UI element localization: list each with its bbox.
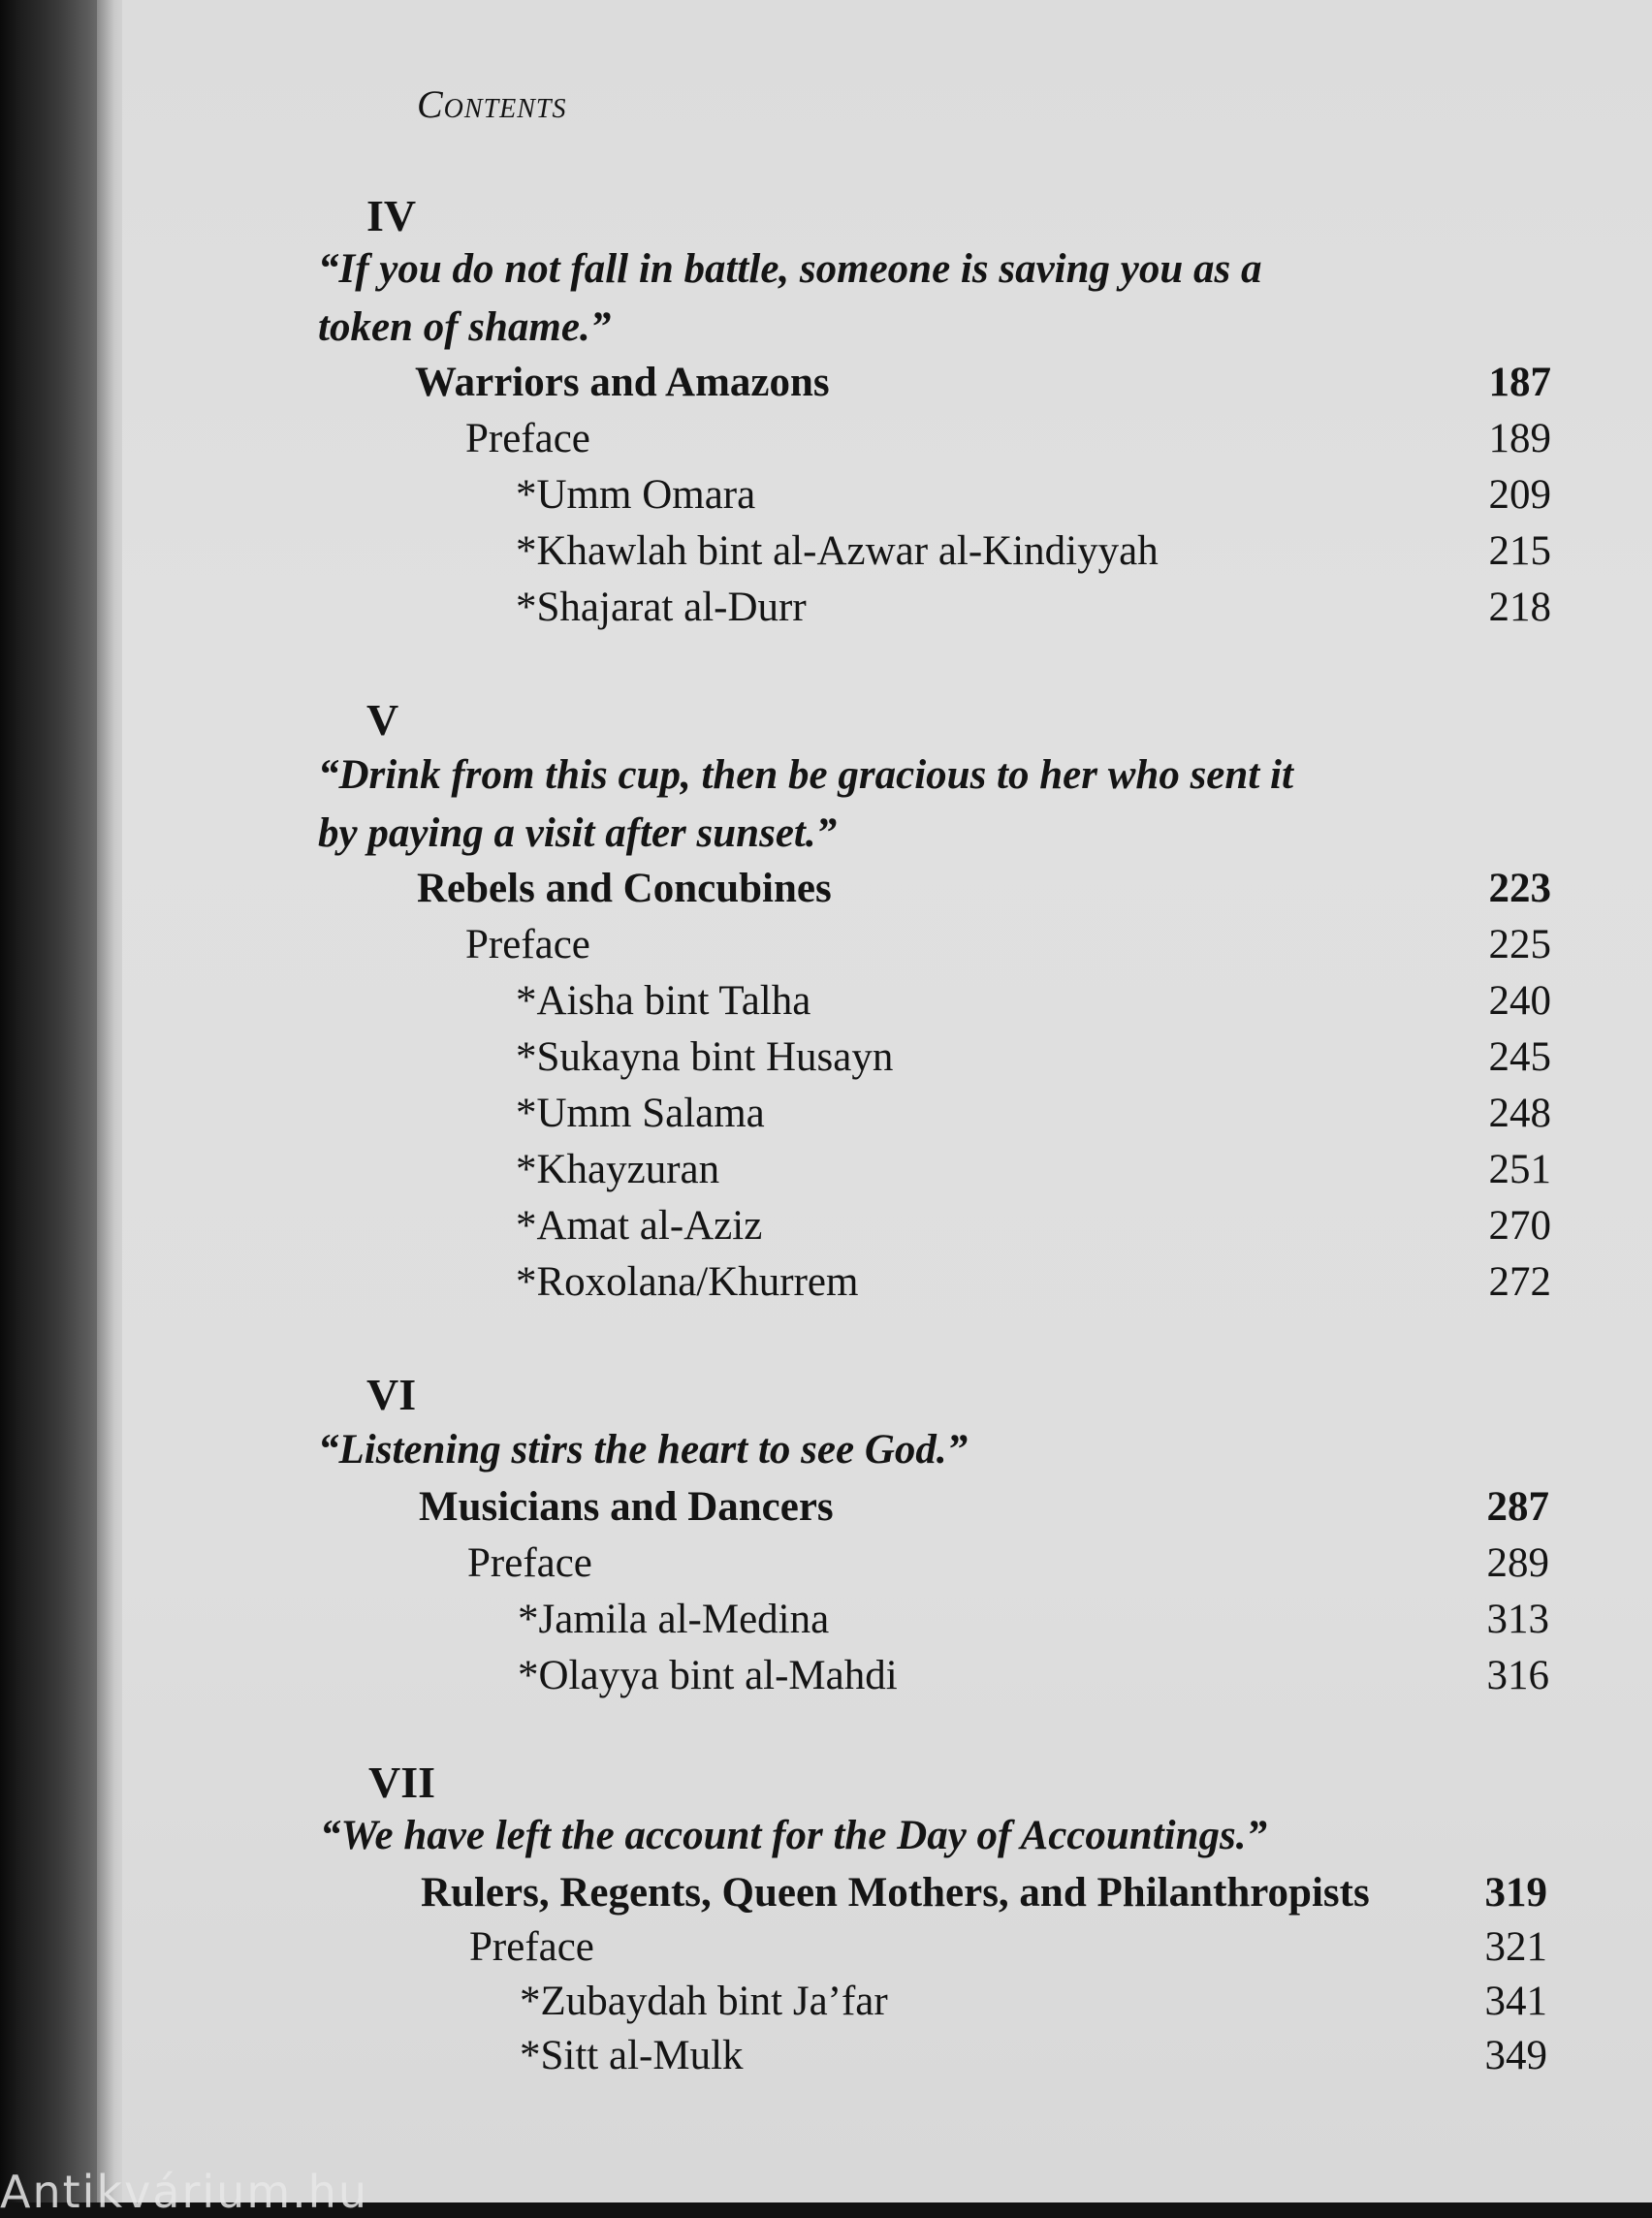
section-epigraph — [318, 240, 1433, 357]
part-title: Warriors and Amazons — [415, 359, 830, 406]
toc-page-number: 251 — [1435, 1146, 1551, 1193]
toc-entry: *Khayzuran — [516, 1146, 719, 1193]
part-title: Musicians and Dancers — [419, 1483, 834, 1531]
epigraph-line: “If you do not fall in battle, someone is saving you as a — [318, 240, 1433, 299]
section-numeral: V — [366, 694, 398, 745]
toc-page-number: 218 — [1435, 584, 1551, 631]
toc-entry: *Sukayna bint Husayn — [516, 1033, 893, 1081]
toc-page-number: 272 — [1435, 1258, 1551, 1306]
epigraph-line: by paying a visit after sunset.” — [318, 805, 1433, 863]
toc-entry: *Umm Salama — [516, 1090, 765, 1137]
preface-page-number: 189 — [1435, 415, 1551, 462]
toc-page-number: 209 — [1435, 471, 1551, 519]
toc-entry: *Amat al-Aziz — [516, 1202, 762, 1250]
preface-entry: Preface — [465, 921, 590, 968]
toc-entry: *Zubaydah bint Ja’far — [520, 1978, 888, 2025]
preface-page-number: 321 — [1431, 1923, 1547, 1971]
preface-entry: Preface — [465, 415, 590, 462]
toc-page-number: 313 — [1433, 1596, 1549, 1643]
section-numeral: VII — [368, 1757, 435, 1808]
part-page-number: 223 — [1435, 865, 1551, 912]
section-epigraph — [320, 1807, 1435, 1865]
toc-entry: *Khawlah bint al-Azwar al-Kindiyyah — [516, 527, 1159, 575]
part-page-number: 187 — [1435, 359, 1551, 406]
part-title: Rebels and Concubines — [417, 865, 832, 912]
preface-page-number: 289 — [1433, 1539, 1549, 1587]
epigraph-line: “We have left the account for the Day of Accountings.” — [320, 1807, 1435, 1865]
toc-entry: *Jamila al-Medina — [518, 1596, 829, 1643]
toc-entry: *Olayya bint al-Mahdi — [518, 1652, 898, 1699]
contents-page — [122, 0, 1652, 2202]
section-numeral: IV — [366, 190, 416, 241]
section-epigraph — [318, 746, 1433, 863]
toc-page-number: 215 — [1435, 527, 1551, 575]
toc-entry: *Umm Omara — [516, 471, 755, 519]
running-head: Contents — [417, 81, 567, 127]
preface-entry: Preface — [467, 1539, 592, 1587]
part-page-number: 319 — [1431, 1869, 1547, 1917]
toc-page-number: 341 — [1431, 1978, 1547, 2025]
epigraph-line: “Drink from this cup, then be gracious to her who sent it — [318, 746, 1433, 805]
toc-page-number: 240 — [1435, 977, 1551, 1025]
part-title: Rulers, Regents, Queen Mothers, and Philanthropists — [421, 1869, 1370, 1917]
toc-page-number: 245 — [1435, 1033, 1551, 1081]
section-numeral: VI — [366, 1369, 416, 1420]
toc-page-number: 349 — [1431, 2032, 1547, 2079]
toc-page-number: 316 — [1433, 1652, 1549, 1699]
toc-entry: *Sitt al-Mulk — [520, 2032, 744, 2079]
toc-page-number: 270 — [1435, 1202, 1551, 1250]
epigraph-line: token of shame.” — [318, 299, 1433, 357]
toc-entry: *Shajarat al-Durr — [516, 584, 807, 631]
section-epigraph — [318, 1421, 1433, 1479]
book-spine — [0, 0, 109, 2202]
toc-entry: *Roxolana/Khurrem — [516, 1258, 858, 1306]
part-page-number: 287 — [1433, 1483, 1549, 1531]
watermark: Antikvárium.hu — [0, 2166, 368, 2218]
preface-page-number: 225 — [1435, 921, 1551, 968]
preface-entry: Preface — [469, 1923, 594, 1971]
toc-page-number: 248 — [1435, 1090, 1551, 1137]
epigraph-line: “Listening stirs the heart to see God.” — [318, 1421, 1433, 1479]
toc-entry: *Aisha bint Talha — [516, 977, 810, 1025]
